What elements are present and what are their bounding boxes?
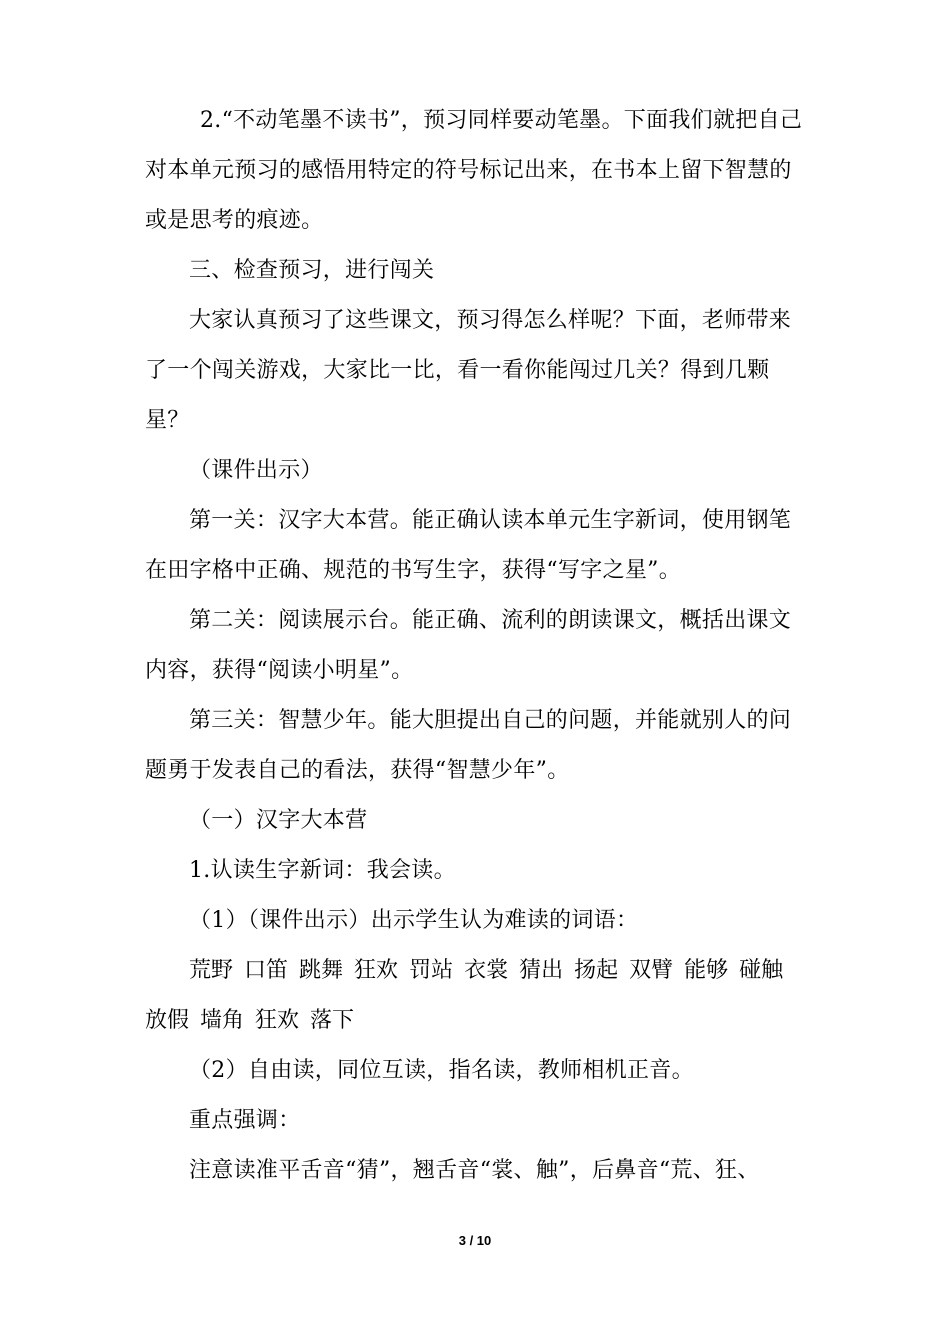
vocab-word: 猜出 (519, 958, 564, 983)
paragraph-courseware-words: （1）（课件出示）出示学生认为难读的词语： (189, 908, 639, 933)
vocab-word: 双臂 (629, 958, 674, 983)
paragraph-level-one: 第一关：汉字大本营。能正确认读本单元生字新词，使用钢笔在田字格中正确、规范的书写生字，获得“写字之星”。 (145, 508, 792, 583)
vocab-word: 口笛 (244, 958, 289, 983)
paragraph-preview-notes: 2.“不动笔墨不读书”，预习同样要动笔墨。下面我们就把自己对本单元预习的感悟用特定的符号标记出来，在书本上留下智慧的或是思考的痕迹。 (145, 108, 803, 233)
vocab-word: 墙角 (200, 1008, 245, 1033)
vocab-word: 狂欢 (354, 958, 399, 983)
paragraph-reading-task: 1.认读生字新词：我会读。 (189, 858, 456, 883)
vocab-word: 放假 (145, 1008, 190, 1033)
vocab-word: 跳舞 (299, 958, 344, 983)
paragraph-challenge-intro: 大家认真预习了这些课文，预习得怎么样呢？下面，老师带来了一个闯关游戏，大家比一比，看一看你能闯过几关？得到几颗星？ (145, 308, 792, 433)
vocabulary-word-list (145, 946, 805, 1046)
vocab-word: 碰触 (739, 958, 784, 983)
paragraph-pronunciation-note: 注意读准平舌音“猜”，翘舌音“裳、触”，后鼻音“荒、狂、 (189, 1158, 760, 1183)
vocab-word: 落下 (310, 1008, 355, 1033)
vocab-word: 扬起 (574, 958, 619, 983)
paragraph-reading-practice: （2）自由读，同位互读，指名读，教师相机正音。 (189, 1058, 694, 1083)
document-body (145, 96, 805, 1196)
page-number: 3 / 10 (458, 1233, 492, 1248)
section-heading-check-preview: 三、检查预习，进行闯关 (189, 258, 435, 283)
paragraph-courseware-note: （课件出示） (189, 458, 323, 483)
vocab-word: 荒野 (189, 958, 234, 983)
paragraph-level-two: 第二关：阅读展示台。能正确、流利的朗读课文，概括出课文内容，获得“阅读小明星”。 (145, 608, 792, 683)
paragraph-level-three: 第三关：智慧少年。能大胆提出自己的问题，并能就别人的问题勇于发表自己的看法，获得“智慧少年”。 (145, 708, 792, 783)
vocab-word: 罚站 (409, 958, 454, 983)
vocab-word: 狂欢 (255, 1008, 300, 1033)
vocab-word: 衣裳 (464, 958, 509, 983)
vocab-word: 能够 (684, 958, 729, 983)
subheading-hanzi-camp: （一）汉字大本营 (189, 808, 368, 833)
paragraph-key-emphasis: 重点强调： (189, 1108, 301, 1133)
